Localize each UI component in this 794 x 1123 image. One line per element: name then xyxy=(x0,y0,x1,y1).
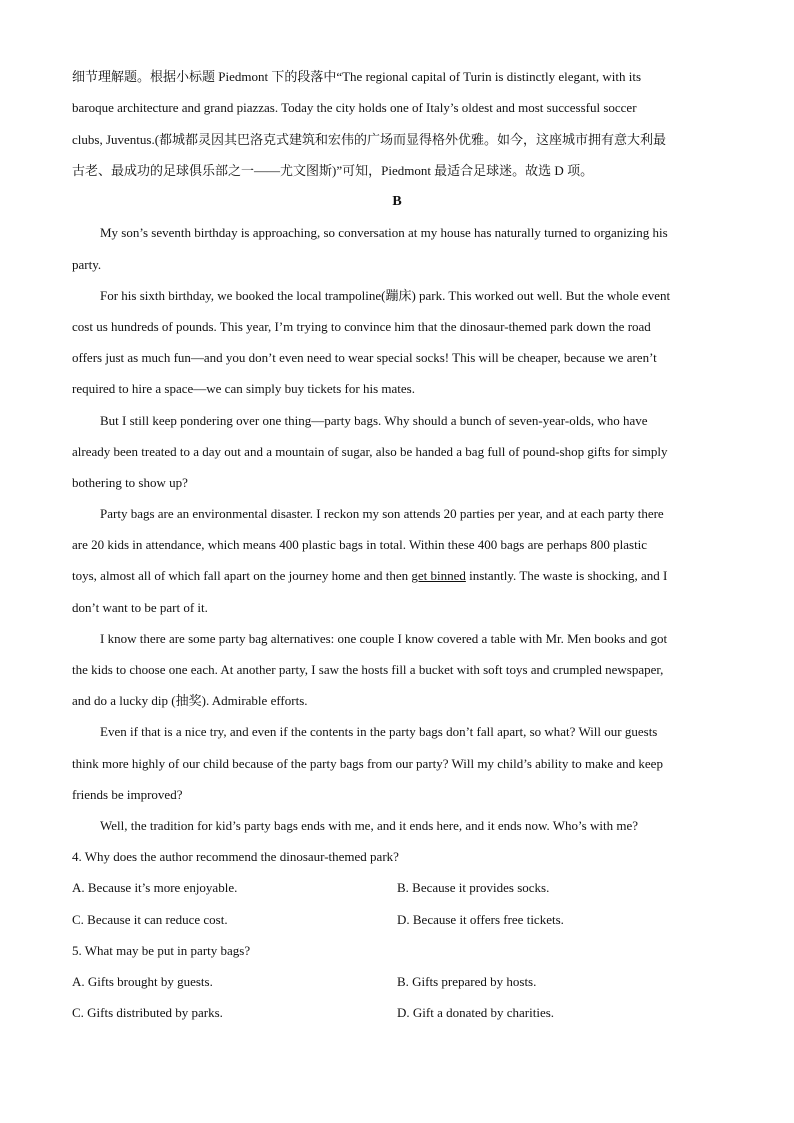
passage-line: cost us hundreds of pounds. This year, I’m trying to convince him that the dinosaur-themed park down the road xyxy=(72,319,651,334)
passage-line: friends be improved? xyxy=(72,787,183,802)
passage-line: But I still keep pondering over one thing—party bags. Why should a bunch of seven-year-olds, who have xyxy=(100,413,648,428)
passage-line: are 20 kids in attendance, which means 400 plastic bags in total. Within these 400 bags are perhaps 800 plastic xyxy=(72,537,648,552)
question-4-stem: 4. Why does the author recommend the dinosaur-themed park? xyxy=(72,849,399,864)
passage-line: already been treated to a day out and a mountain of sugar, also be handed a bag full of pound-shop gifts for simply xyxy=(72,444,668,459)
passage-line: Well, the tradition for kid’s party bags ends with me, and it ends here, and it ends now. Who’s with me? xyxy=(100,818,638,833)
passage-line: For his sixth birthday, we booked the local trampoline(蹦床) park. This worked out well. But the whole event xyxy=(100,288,671,303)
passage-line: required to hire a space—we can simply buy tickets for his mates. xyxy=(72,381,415,396)
question-5-option-b[interactable]: B. Gifts prepared by hosts. xyxy=(397,974,537,989)
question-4-option-d[interactable]: D. Because it offers free tickets. xyxy=(397,912,564,927)
question-4-option-b[interactable]: B. Because it provides socks. xyxy=(397,880,550,895)
question-5-option-c[interactable]: C. Gifts distributed by parks. xyxy=(72,1005,223,1020)
passage-line: bothering to show up? xyxy=(72,475,188,490)
question-4-option-c[interactable]: C. Because it can reduce cost. xyxy=(72,912,228,927)
underlined-phrase: get binned xyxy=(411,568,466,583)
explanation-line-1: 细节理解题。根据小标题 Piedmont 下的段落中“The regional capital of Turin is distinctly elegant, with its xyxy=(72,69,642,84)
explanation-line-3: clubs, Juventus.(都城都灵因其巴洛克式建筑和宏伟的广场而显得格外优雅。如今，这座城市拥有意大利最 xyxy=(72,132,667,147)
passage-text: toys, almost all of which fall apart on the journey home and then xyxy=(72,568,412,583)
passage-line: I know there are some party bag alternatives: one couple I know covered a table with Mr. Men books and got xyxy=(100,631,668,646)
question-5-option-d[interactable]: D. Gift a donated by charities. xyxy=(397,1005,555,1020)
passage-line: think more highly of our child because of the party bags from our party? Will my child’s ability to make and keep xyxy=(72,756,663,771)
question-4-option-a[interactable]: A. Because it’s more enjoyable. xyxy=(72,880,238,895)
question-5-option-a[interactable]: A. Gifts brought by guests. xyxy=(72,974,213,989)
passage-line: don’t want to be part of it. xyxy=(72,600,208,615)
explanation-line-2: baroque architecture and grand piazzas. Today the city holds one of Italy’s oldest and most successful soccer xyxy=(72,100,637,115)
passage-line: offers just as much fun—and you don’t even need to wear special socks! This will be cheaper, because we aren’t xyxy=(72,350,657,365)
passage-line: and do a lucky dip (抽奖). Admirable efforts. xyxy=(72,693,308,708)
question-5-stem: 5. What may be put in party bags? xyxy=(72,943,251,958)
section-heading: B xyxy=(392,194,402,209)
explanation-line-4: 古老、最成功的足球俱乐部之一——尤文图斯)”可知，Piedmont 最适合足球迷。故选 D 项。 xyxy=(72,163,594,178)
passage-line: the kids to choose one each. At another party, I saw the hosts fill a bucket with soft toys and crumpled newspaper, xyxy=(72,662,664,677)
passage-line: Even if that is a nice try, and even if the contents in the party bags don’t fall apart, so what? Will our guests xyxy=(100,724,658,739)
passage-line: party. xyxy=(72,257,102,272)
passage-line xyxy=(72,568,722,584)
passage-line: My son’s seventh birthday is approaching, so conversation at my house has naturally turned to organizing his xyxy=(100,225,668,240)
passage-line: Party bags are an environmental disaster. I reckon my son attends 20 parties per year, and at each party there xyxy=(100,506,664,521)
passage-text: instantly. The waste is shocking, and I xyxy=(465,568,668,583)
